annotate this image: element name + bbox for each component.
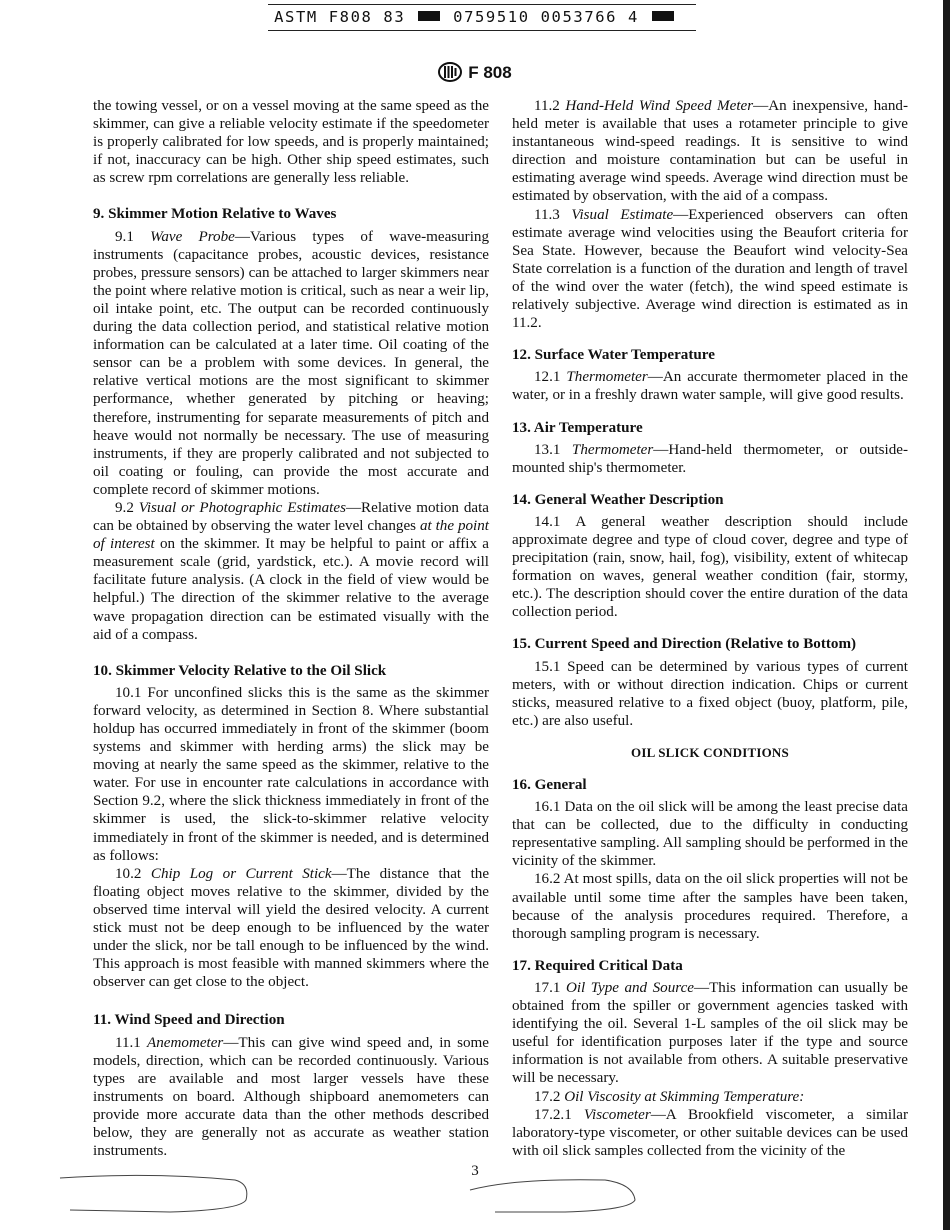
scan-artifact-left [50,1170,270,1215]
intro-paragraph: the towing vessel, or on a vessel moving at the same speed as the skimmer, can give a reliable velocity estimate if the speedometer is properly calibrated for low speeds, and is properly maintained; if not, inaccuracy can be high. Other ship speed estimates, such as screw rpm correlations are generally less reliable. [93,98,489,187]
para-11-2: 11.2 Hand-Held Wind Speed Meter—An inexpensive, hand-held meter is available that uses a rotameter principle to give instantaneous wind-speed readings. It is sensitive to wind direction and moisture contamination but can be useful in estimating average wind speeds. Average wind direction must be estimated by observation, with the aid of a compass. [512,98,908,205]
para-17-2: 17.2 Oil Viscosity at Skimming Temperature: [534,1088,805,1105]
para-15-1: 15.1 Speed can be determined by various types of current meters, with or without direction indication. Chips or current sticks, measured relative to a fixed object (buoy, platform, pile, etc.) are also useful. [512,658,908,729]
para-10-1: 10.1 For unconfined slicks this is the same as the skimmer forward velocity, as determined in Section 8. Where substantial holdup has occurred immediately in front of the skimmer (boom systems and skimmer with herding arms) the slick may be moving at nearly the same speed as the skimmer, relative to the water. For use in encounter rate calculations in accordance with Section 9.2, where the slick thickness immediately in front of the skimmer is used, the slick-to-skimmer relative velocity immediately in front of the skimmer is needed, and is determined as follows: [93,684,489,864]
section-15-heading: 15. Current Speed and Direction (Relative to Bottom) [512,636,857,653]
astm-logo-icon [438,62,462,82]
para-13-1: 13.1 Thermometer—Hand-held thermometer, or outside-mounted ship's thermometer. [512,441,908,476]
section-16-heading: 16. General [512,777,587,793]
para-17-2-1: 17.2.1 Viscometer—A Brookfield viscometer, a similar laboratory-type viscometer, or other suitable devices can be used with oil slick samples collected from the vicinity of the [512,1106,908,1159]
redaction-block [418,11,440,21]
para-16-1: 16.1 Data on the oil slick will be among the least precise data that can be collected, due to the difficulty in conducting representative sampling. All sampling should be performed in the vicinity of the skimmer. [512,799,908,870]
page-number: 3 [471,1163,479,1179]
para-14-1: 14.1 A general weather description should include approximate degree and type of cloud cover, degree and type of precipitation (rain, snow, hail, fog), visibility, extent of whitecap formation on waves, general weather condition (fair, stormy, etc.). The description should cover the entire duration of the data collection period. [512,513,908,621]
scan-edge [943,0,950,1230]
para-16-2: 16.2 At most spills, data on the oil slick properties will not be available until some time after the samples have been taken, because of the analysis procedures required. Therefore, a thorough sampling program is necessary. [512,871,908,942]
top-rule [268,4,696,5]
designation-header [0,62,950,83]
para-10-2: 10.2 Chip Log or Current Stick—The distance that the floating object moves relative to the skimmer, divided by the observed time interval will yield the desired velocity. A current stick must not be deep enough to be influenced by the water under the slick, nor be tall enough to be influenced by the wind. This approach is most feasible with manned skimmers where the observer can get close to the object. [93,865,490,991]
section-17-heading: 17. Required Critical Data [512,957,683,974]
para-11-3: 11.3 Visual Estimate—Experienced observers can often estimate average wind velocities using the Beaufort criteria for Sea State. However, because the Beaufort wind velocity-Sea State correlation is a function of the duration and length of travel of the wind over the water (fetch), the wind speed estimate is relatively subjective. Average wind direction is estimated as in 11.2. [512,206,908,332]
oil-slick-conditions-heading: OIL SLICK CONDITIONS [631,744,789,760]
section-12-heading: 12. Surface Water Temperature [512,347,715,364]
para-11-1: 11.1 Anemometer—This can give wind speed and, in some models, direction, which can be recorded continuously. Various types are available and most larger vessels have these instruments on board. Although shipboard anemometers can provide more accurate data than the other methods described below, they are generally not as accurate as weather station instruments. [93,1034,490,1160]
section-14-heading: 14. General Weather Description [512,491,724,508]
section-13-heading: 13. Air Temperature [512,419,643,436]
para-12-1: 12.1 Thermometer—An accurate thermometer placed in the water, or in a freshly drawn water sample, will give good results. [512,369,908,404]
code-mid: 0759510 0053766 4 [453,8,639,26]
para-17-1: 17.1 Oil Type and Source—This information can usually be obtained from the spiller or government agencies tasked with identifying the oil. Several 1-L samples of the oil slick may be useful for identification purposes later if the type and source information is not available from others. A suitable preservative will be necessary. [512,979,908,1087]
left-column [93,97,489,1160]
para-9-1: 9.1 Wave Probe—Various types of wave-measuring instruments (capacitance probes, acoustic devices, resistance probes, pressure sensors) can be attached to larger skimmers near the point where relative motion is critical, such as near a weir lip, oil intake point, etc. The output can be recorded continuously during the data collection period, and statistical relative motion information can be calculated at a later time. Oil coating of the sensor can be a problem with some devices. In general, the relative vertical motions are the most significant to skimmer performance, whether generated by pitching or heaving; therefore, instrumenting for separate measurements of pitch and heave would not normally be necessary. The use of measuring instruments, if they are properly calibrated and not subjected to oil coating or fouling, can provide the most accurate and complete record of skimmer motions. [93,228,490,498]
document-code-line [0,8,950,26]
section-11-heading: 11. Wind Speed and Direction [93,1012,285,1029]
para-9-2: 9.2 Visual or Photographic Estimates—Relative motion data can be obtained by observing the water level changes at the point of interest on the skimmer. It may be helpful to paint or affix a measurement scale (grid, yardstick, etc.). A movie record will facilitate future analysis. (A clock in the field of view would be helpful.) The direction of the skimmer relative to the average wave propagation direction can be estimated visually with the aid of a compass. [93,499,489,643]
code-underline [268,30,696,31]
code-left: ASTM F808 83 [274,8,406,26]
section-9-heading: 9. Skimmer Motion Relative to Waves [93,206,337,223]
scan-artifact-right [455,1170,655,1215]
section-10-heading: 10. Skimmer Velocity Relative to the Oil Slick [93,662,387,679]
redaction-block [652,11,674,21]
right-column [512,97,908,1160]
designation: F 808 [468,63,512,82]
